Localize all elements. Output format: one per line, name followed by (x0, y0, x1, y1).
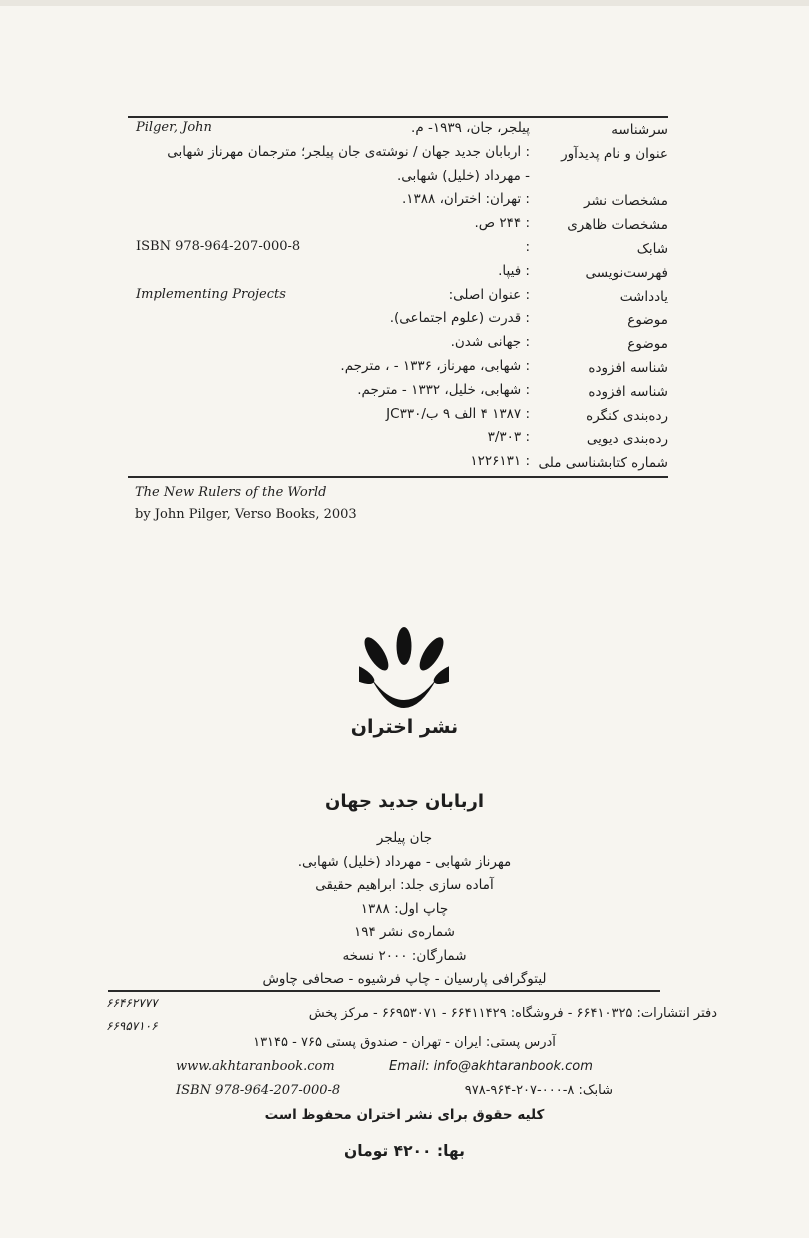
credit-line: مهرناز شهابی - مهرداد (خلیل) شهابی. (297, 853, 512, 870)
website-link[interactable]: www.akhtaranbook.com (176, 1059, 335, 1074)
publisher-logo-icon (359, 626, 449, 714)
cip-row (128, 356, 668, 380)
cip-row (128, 118, 668, 142)
cip-value: - مهرداد (خلیل) شهابی. (396, 167, 530, 184)
cip-row (128, 142, 668, 166)
cip-label: رده‌بندی کنگره (586, 407, 668, 424)
cip-label: رده‌بندی دیویی (586, 431, 668, 448)
cip-bottom-rule (128, 476, 668, 478)
cip-row (128, 213, 668, 237)
cip-label: مشخصات ظاهری (567, 217, 668, 234)
cip-value: : ۱۲۲۶۱۳۱ (470, 453, 530, 470)
cip-label: یادداشت (619, 288, 668, 305)
book-credits (0, 827, 809, 992)
original-byline: by John Pilger, Verso Books, 2003 (135, 507, 357, 522)
credit-line: آماده سازی جلد: ابراهیم حقیقی (315, 877, 494, 893)
book-title: اربابان جدید جهان (325, 791, 484, 812)
cip-label: سرشناسه (611, 122, 668, 138)
cip-value: : فیپا. (498, 262, 530, 279)
cip-label: شناسه افزوده (588, 359, 668, 376)
cip-latin: ISBN 978-964-207-000-8 (136, 238, 301, 254)
cip-value: : ۲۴۴ ص. (474, 215, 530, 232)
isbn-latin: ISBN 978-964-207-000-8 (176, 1083, 341, 1098)
cip-row (128, 166, 668, 190)
distribution-phone-1: ۶۶۴۶۲۷۷۷ (106, 996, 158, 1010)
distribution-phone-2: ۶۶۹۵۷۱۰۶ (106, 1019, 158, 1033)
cip-row (128, 332, 668, 356)
price-label: بها: ۴۲۰۰ تومان (344, 1142, 465, 1160)
cip-table (128, 118, 668, 475)
email-link[interactable]: Email: info@akhtaranbook.com (389, 1059, 593, 1074)
credit-line: شماره‌ی نشر ۱۹۴ (354, 924, 455, 940)
cip-value: : شهابی، خلیل، ۱۳۳۲ - مترجم. (357, 381, 530, 398)
isbn-persian: شابک: ۸-۰۰۰-۲۰۷-۹۶۴-۹۷۸ (464, 1083, 613, 1098)
cip-label: شابک (636, 240, 668, 257)
cip-value: : جهانی شدن. (450, 334, 530, 351)
credit-line: چاپ اول: ۱۳۸۸ (360, 900, 449, 917)
cip-row (128, 308, 668, 332)
cip-row (128, 404, 668, 428)
cip-row (128, 380, 668, 404)
page-edge (0, 0, 809, 6)
cip-row (128, 285, 668, 309)
cip-value: : عنوان اصلی: (448, 286, 530, 303)
cip-label: مشخصات نشر (583, 193, 668, 210)
cip-label: شماره کتابشناسی ملی (538, 455, 668, 472)
cip-label: موضوع (627, 312, 668, 329)
cip-value: : (525, 238, 530, 255)
cip-latin: Pilger, John (136, 120, 212, 135)
cip-row (128, 451, 668, 475)
cip-value: پیلجر، جان، ۱۹۳۹- م. (411, 120, 530, 136)
cip-value: : تهران: اختران، ۱۳۸۸. (401, 191, 530, 208)
original-title: The New Rulers of the World (135, 485, 327, 500)
credit-line: جان پیلجر (376, 830, 433, 846)
publisher-address-line: دفتر انتشارات: ۶۶۴۱۰۳۲۵ - فروشگاه: ۶۶۴۱۱۴۲۹ - ۶۶۹۵۳۰۷۱ - مرکز پخش (308, 1006, 717, 1021)
cip-value: : شهابی، مهرناز، ۱۳۳۶ - ، مترجم. (340, 357, 530, 374)
cip-value: : ۱۳۸۷ ۴ الف ۹ ب/JC۳۳۰ (386, 405, 530, 422)
cip-row (128, 189, 668, 213)
cip-label: فهرست‌نویسی (585, 264, 668, 281)
postal-address: آدرس پستی: ایران - تهران - صندوق پستی ۷۶۵ - ۱۳۱۴۵ (253, 1035, 556, 1050)
copyright-notice: کلیه حقوق برای نشر اختران محفوظ است (264, 1107, 545, 1123)
original-edition-note (135, 482, 357, 526)
cip-value: : قدرت (علوم اجتماعی). (389, 310, 530, 327)
cip-row (128, 427, 668, 451)
footer-rule (108, 990, 660, 992)
cip-label: عنوان و نام پدیدآور (561, 145, 668, 162)
cip-value: : اربابان جدید جهان / نوشته‌ی جان پیلجر؛ مترجمان مهرناز شهابی (167, 143, 530, 160)
credit-line: لیتوگرافی پارسیان - چاپ فرشیوه - صحافی چاوش (262, 971, 547, 987)
cip-label: موضوع (627, 336, 668, 353)
cip-row (128, 237, 668, 261)
publisher-name: نشر اختران (350, 716, 459, 738)
cip-latin: Implementing Projects (136, 286, 286, 302)
credit-line: شمارگان: ۲۰۰۰ نسخه (342, 947, 467, 964)
cip-label: شناسه افزوده (588, 383, 668, 400)
cip-value: : ۳/۳۰۳ (487, 429, 530, 446)
cip-row (128, 261, 668, 285)
